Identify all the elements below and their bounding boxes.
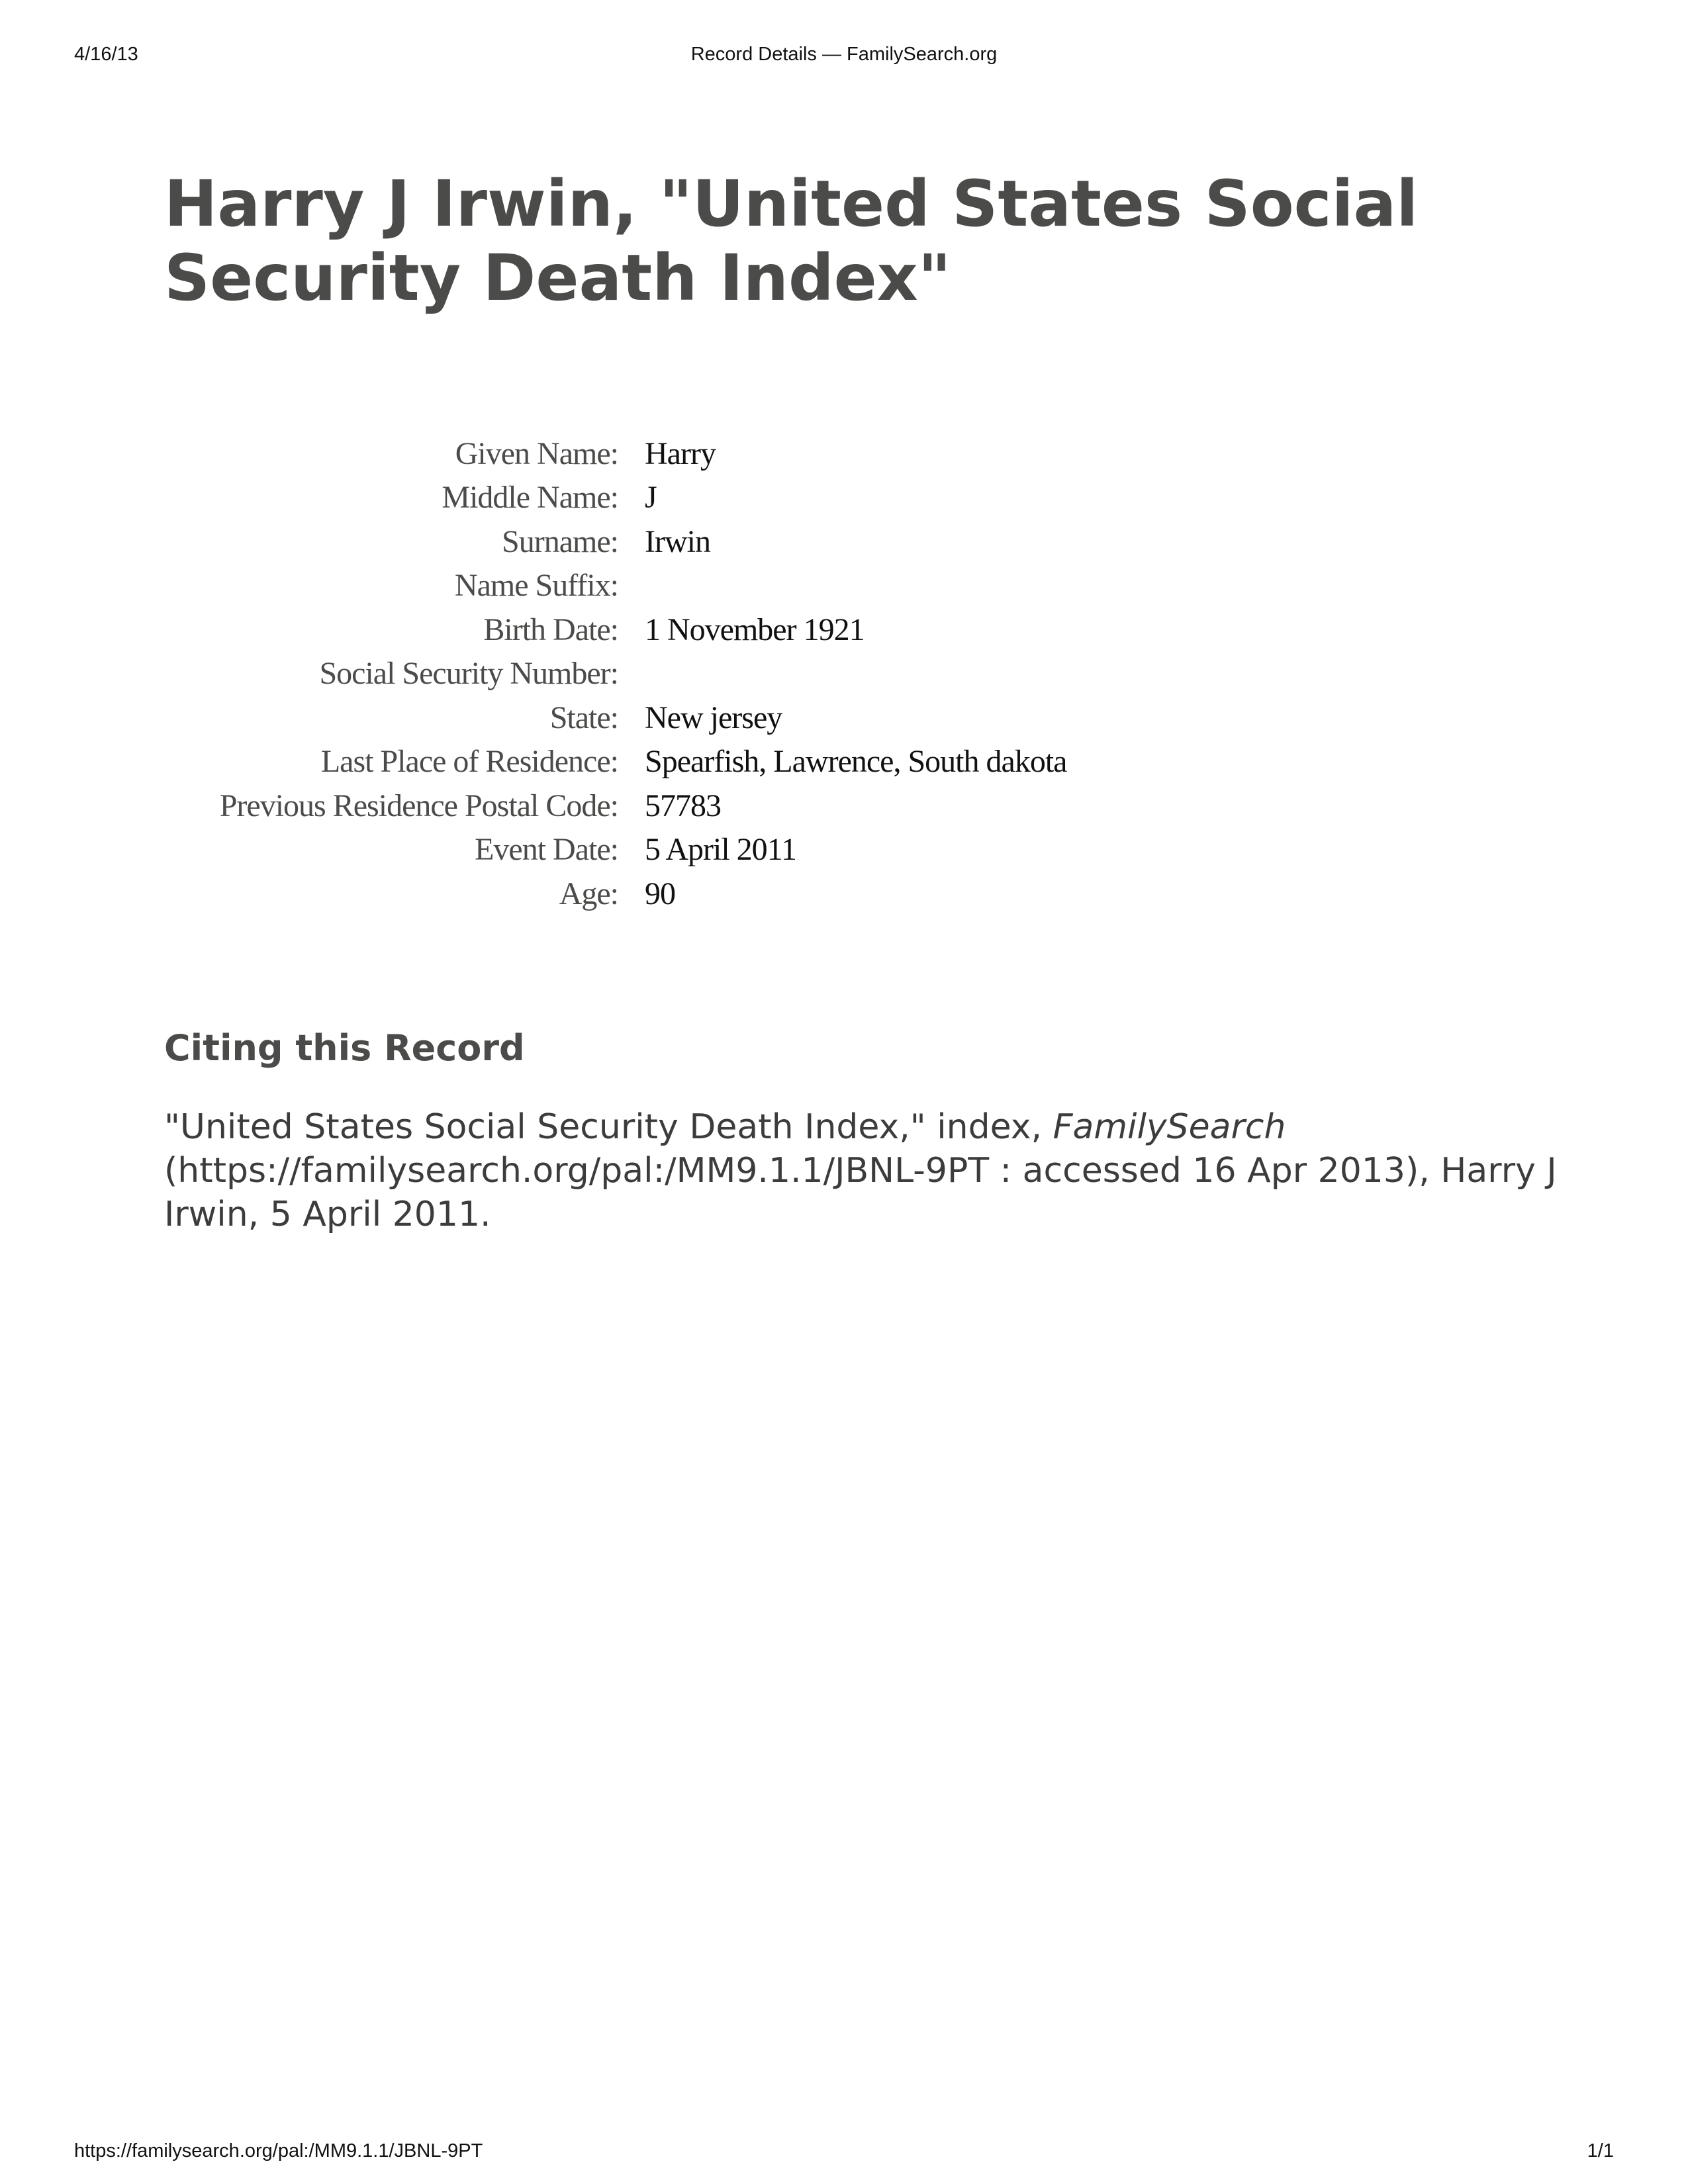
field-value: Spearfish, Lawrence, South dakota <box>645 744 1067 780</box>
field-row-ssn <box>132 652 1066 696</box>
page-title: Harry J Irwin, "United States Social Security Death Index" <box>164 167 1419 315</box>
field-row-event-date <box>132 828 1066 872</box>
citation-source: FamilySearch <box>1053 1107 1286 1147</box>
print-url: https://familysearch.org/pal:/MM9.1.1/JBNL-9PT <box>74 2140 483 2161</box>
citation-part-1: "United States Social Security Death Index," index, <box>164 1107 1053 1147</box>
field-value <box>645 652 1066 696</box>
field-label: Given Name: <box>455 435 618 471</box>
print-header <box>0 44 1688 70</box>
field-row-last-residence <box>132 740 1066 784</box>
field-row-age <box>132 872 1066 916</box>
print-date: 4/16/13 <box>74 44 138 65</box>
field-label: Event Date: <box>475 832 618 868</box>
field-value: New jersey <box>645 700 782 735</box>
record-details-table <box>132 432 1066 916</box>
print-page-count: 1/1 <box>1587 2140 1614 2161</box>
field-value: 90 <box>645 876 675 911</box>
field-row-postal-code <box>132 784 1066 828</box>
field-label: State: <box>549 700 618 735</box>
field-value: J <box>645 480 657 516</box>
field-label: Name Suffix: <box>454 568 618 604</box>
field-label: Age: <box>559 876 618 911</box>
print-footer <box>0 2140 1688 2167</box>
field-value: Harry <box>645 435 716 471</box>
field-row-state <box>132 696 1066 740</box>
field-label: Birth Date: <box>483 612 618 647</box>
field-row-surname <box>132 520 1066 564</box>
field-value: 1 November 1921 <box>645 612 865 647</box>
field-value: 57783 <box>645 788 721 823</box>
citation-text <box>164 1105 1568 1236</box>
field-label: Last Place of Residence: <box>320 744 618 780</box>
field-label: Middle Name: <box>442 480 618 516</box>
field-label: Surname: <box>502 523 618 559</box>
field-label: Previous Residence Postal Code: <box>219 788 618 823</box>
citation-heading: Citing this Record <box>164 1027 525 1069</box>
field-value: 5 April 2011 <box>645 832 796 868</box>
field-row-middle-name <box>132 476 1066 520</box>
field-label: Social Security Number: <box>319 656 618 692</box>
print-page-title: Record Details — FamilySearch.org <box>690 44 998 65</box>
field-value <box>645 564 1066 608</box>
field-row-birth-date <box>132 608 1066 652</box>
field-row-name-suffix <box>132 564 1066 608</box>
field-row-given-name <box>132 432 1066 476</box>
citation-part-2: (https://familysearch.org/pal:/MM9.1.1/JBNL-9PT : accessed 16 Apr 2013), Harry J Irwin, 5 April 2011. <box>164 1151 1557 1234</box>
field-value: Irwin <box>645 523 710 559</box>
